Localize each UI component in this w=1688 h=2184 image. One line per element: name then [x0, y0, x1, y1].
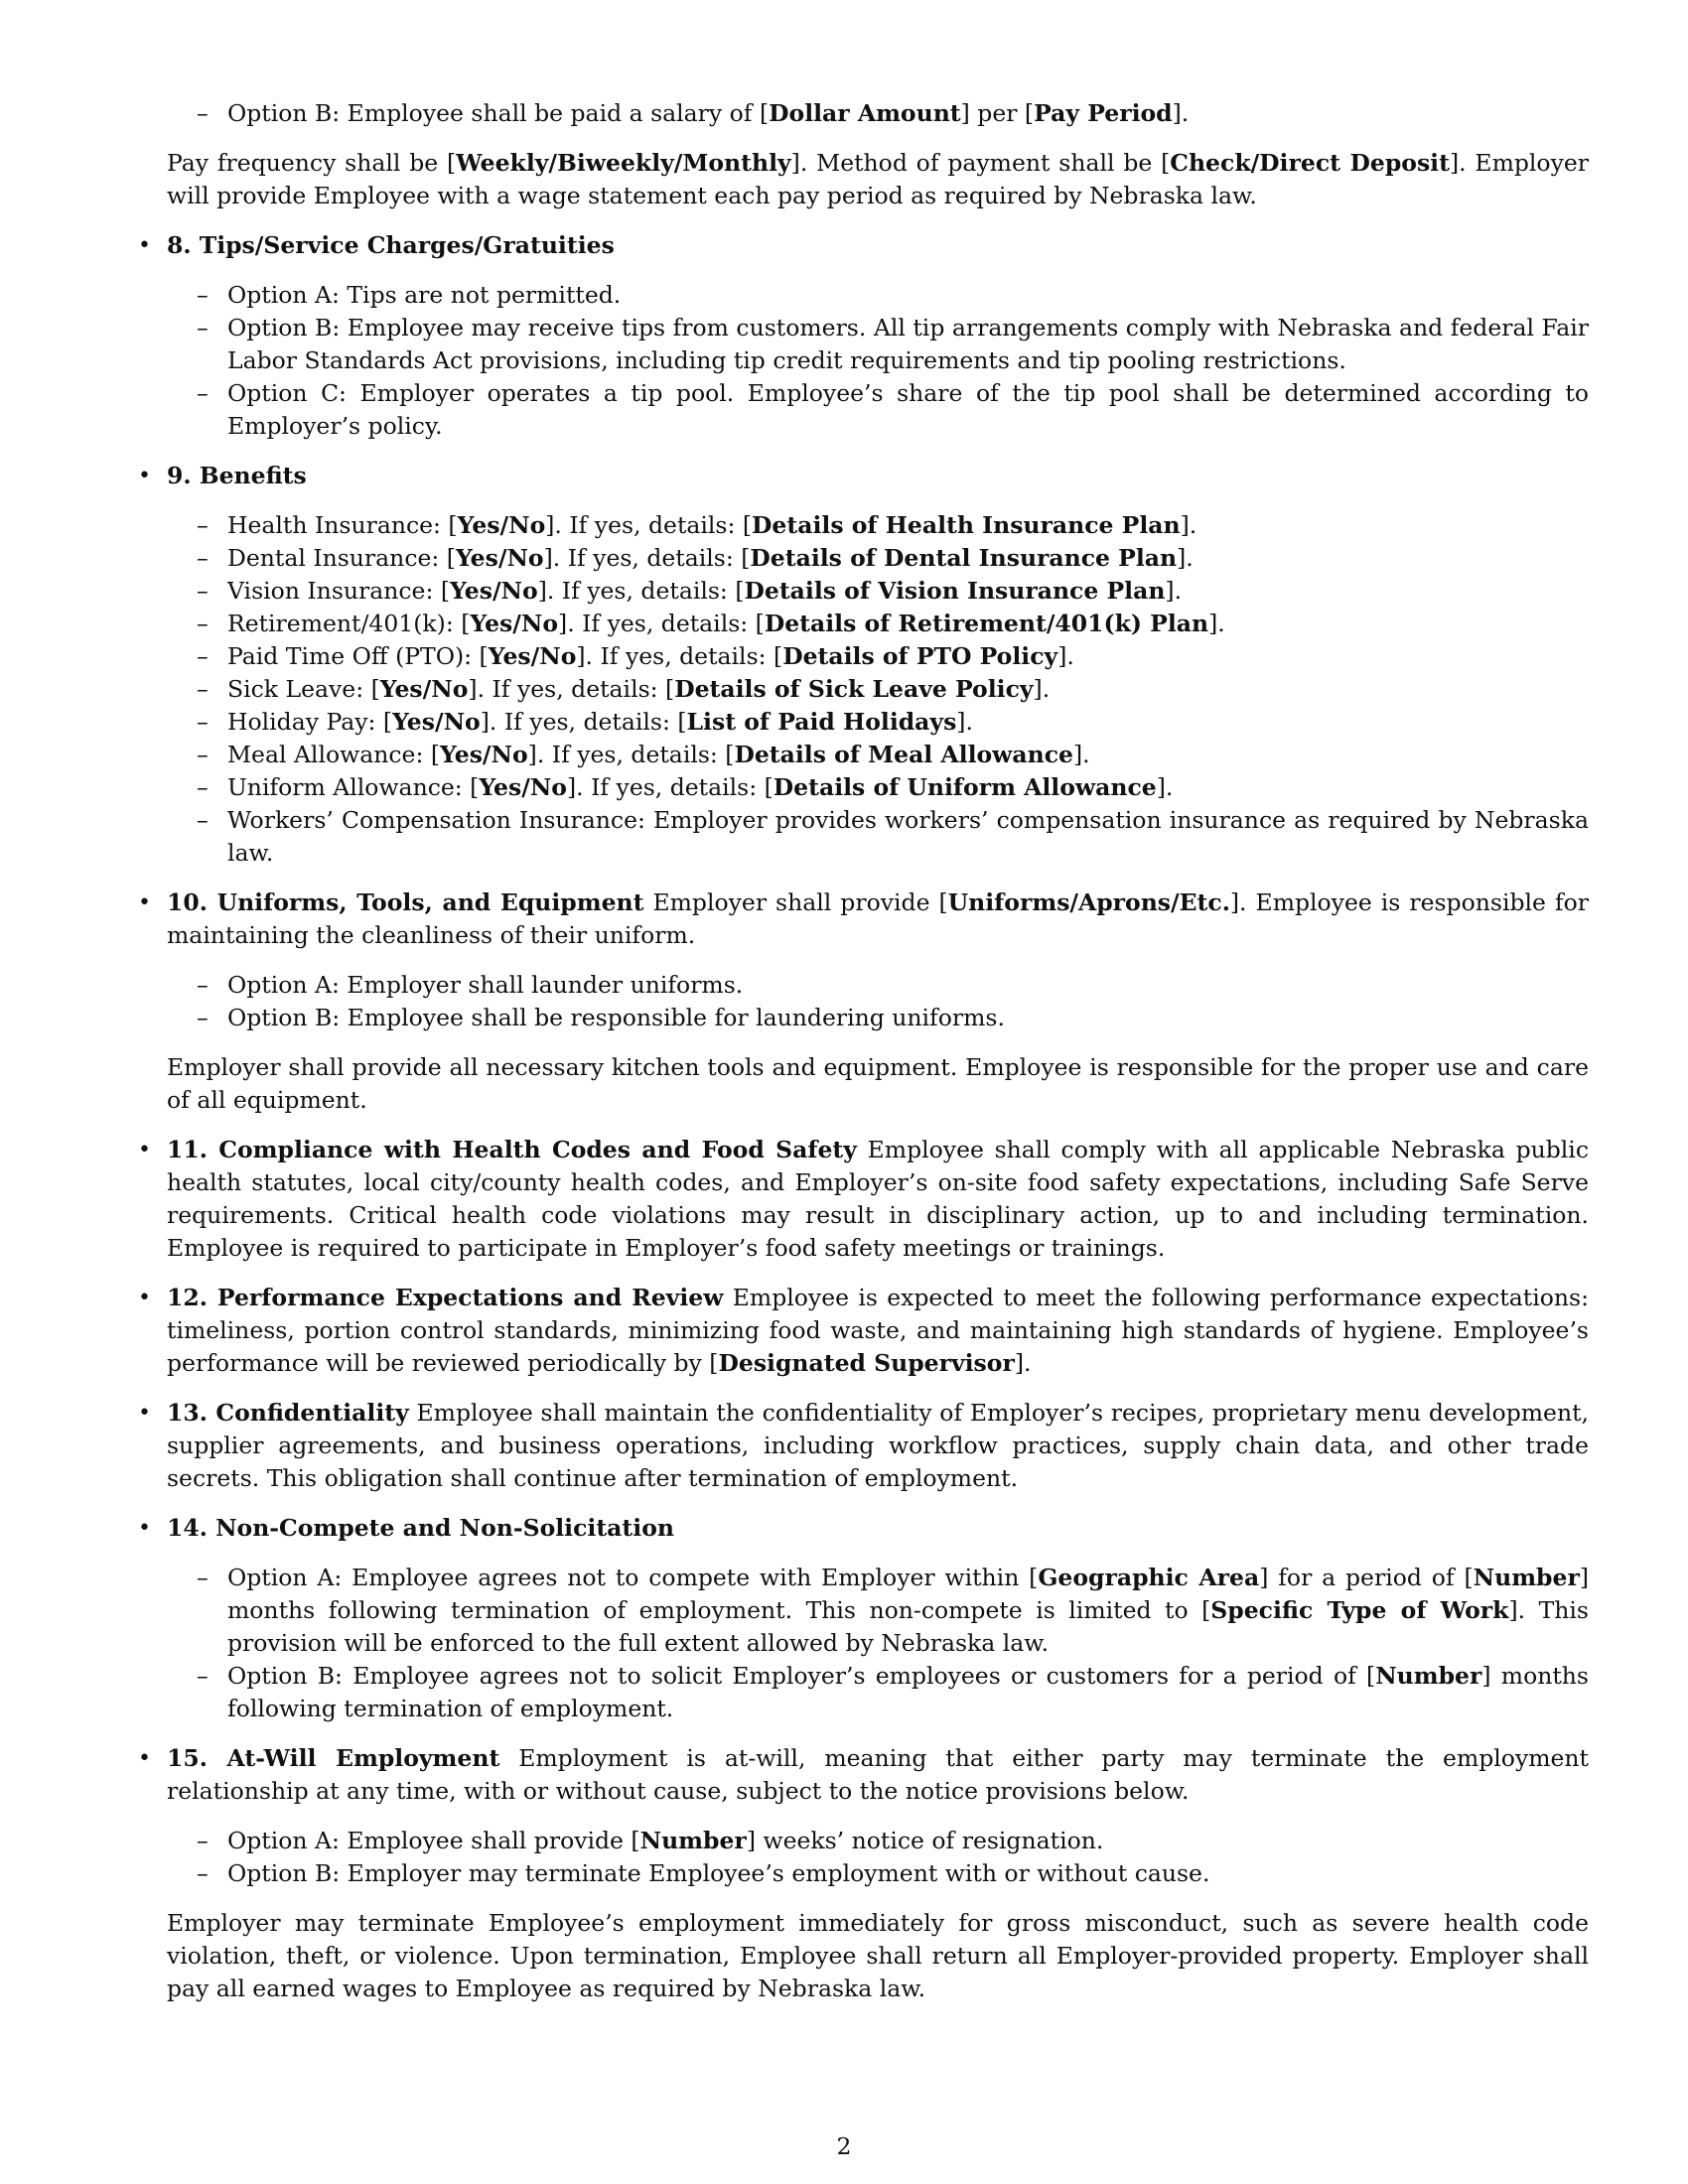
section-14: [167, 1512, 1589, 1725]
benefit-item: – Holiday Pay: [Yes/No]. If yes, details: [List of Paid Holidays].: [167, 706, 1589, 739]
benefit-item: – Health Insurance: [Yes/No]. If yes, details: [Details of Health Insurance Plan].: [167, 509, 1589, 542]
section-9: [167, 460, 1589, 870]
section-9-heading: 9. Benefits: [167, 462, 307, 489]
benefit-item: – Paid Time Off (PTO): [Yes/No]. If yes, details: [Details of PTO Policy].: [167, 640, 1589, 673]
workers-comp-item: – Workers’ Compensation Insurance: Employer provides workers’ compensation insurance as required by Nebraska law.: [167, 804, 1589, 870]
page-number: 2: [836, 2132, 852, 2160]
section-10-option: – Option B: Employee shall be responsible for laundering uniforms.: [167, 1002, 1589, 1034]
benefit-item: – Vision Insurance: [Yes/No]. If yes, details: [Details of Vision Insurance Plan].: [167, 575, 1589, 608]
section-10-after: Employer shall provide all necessary kitchen tools and equipment. Employee is responsible for the proper use and care of all equipment.: [167, 1053, 1589, 1114]
section-12-heading: 12. Performance Expectations and Review: [167, 1284, 724, 1311]
benefit-item: – Retirement/401(k): [Yes/No]. If yes, details: [Details of Retirement/401(k) Plan].: [167, 608, 1589, 640]
section-11-heading: 11. Compliance with Health Codes and Food Safety: [167, 1136, 857, 1163]
section-15-after: Employer may terminate Employee’s employment immediately for gross misconduct, such as severe health code violation, theft, or violence. Upon termination, Employee shall return all Employer-provided property. Employer shall pay all earned wages to Employee as required by Nebraska law.: [167, 1909, 1589, 2002]
section-10-options: [167, 969, 1589, 1034]
section-10-option: – Option A: Employer shall launder uniforms.: [167, 969, 1589, 1002]
benefit-item: – Uniform Allowance: [Yes/No]. If yes, details: [Details of Uniform Allowance].: [167, 771, 1589, 804]
section-8-heading: 8. Tips/Service Charges/Gratuities: [167, 231, 615, 259]
section-11: • 11. Compliance with Health Codes and Food Safety Employee shall comply with all applicable Nebraska public health statutes, local city/county health codes, and Employer’s on-site food safety expectations, including Safe Serve requirements. Critical health code violations may result in disciplinary action, up to and including termination. Employee is required to participate in Employer’s food safety meetings or trainings.: [167, 1134, 1589, 1265]
section-13-heading: 13. Confidentiality: [167, 1399, 409, 1427]
section-15: • 15. At-Will Employment Employment is at-will, meaning that either party may terminate the employment relationship at any time, with or without cause, subject to the notice provisions below. – Option A: Employee shall provide [Number] weeks’ notice of resignation. – Option B: Employer may terminate Employee’s employment with or without cause. Employer may terminate Employee’s employment immediately for gross misconduct, such as severe health code violation, theft, or violence. Upon termination, Employee shall return all Employer-provided property. Employer shall pay all earned wages to Employee as required by Nebraska law.: [167, 1742, 1589, 2005]
section-14-option-a: – Option A: Employee agrees not to compete with Employer within [Geographic Area] for a period of [Number] months following termination of employment. This non-compete is limited to [Specific Type of Work]. This provision will be enforced to the full extent allowed by Nebraska law.: [167, 1562, 1589, 1660]
section-15-option-a: – Option A: Employee shall provide [Number] weeks’ notice of resignation.: [167, 1825, 1589, 1857]
section-list: [167, 229, 1589, 2005]
benefit-item: – Meal Allowance: [Yes/No]. If yes, details: [Details of Meal Allowance].: [167, 739, 1589, 771]
section-8: [167, 229, 1589, 443]
section-12: • 12. Performance Expectations and Review Employee is expected to meet the following performance expectations: timeliness, portion control standards, minimizing food waste, and maintaining high standards of hygiene. Employee’s performance will be reviewed periodically by [Designated Supervisor].: [167, 1282, 1589, 1380]
section-8-option: – Option B: Employee may receive tips from customers. All tip arrangements comply with Nebraska and federal Fair Labor Standards Act provisions, including tip credit requirements and tip pooling restrictions.: [167, 312, 1589, 377]
section-8-options: [167, 279, 1589, 443]
page-content: [167, 97, 1589, 2022]
section-14-heading: 14. Non-Compete and Non-Solicitation: [167, 1514, 674, 1542]
section-15-option-b: – Option B: Employer may terminate Employee’s employment with or without cause.: [167, 1857, 1589, 1890]
section-14-options: [167, 1562, 1589, 1725]
pay-frequency-paragraph: Pay frequency shall be [Weekly/Biweekly/Monthly]. Method of payment shall be [Check/Direct Deposit]. Employer will provide Employee with a wage statement each pay period as required by Nebraska law.: [167, 149, 1589, 209]
section-8-option: – Option A: Tips are not permitted.: [167, 279, 1589, 312]
benefits-list: [167, 509, 1589, 870]
salary-option-list: [167, 97, 1589, 130]
section-15-heading: 15. At-Will Employment: [167, 1744, 500, 1772]
section-15-options: [167, 1825, 1589, 1890]
section-8-option: – Option C: Employer operates a tip pool. Employee’s share of the tip pool shall be determined according to Employer’s policy.: [167, 377, 1589, 443]
section-14-option-b: – Option B: Employee agrees not to solicit Employer’s employees or customers for a period of [Number] months following termination of employment.: [167, 1660, 1589, 1725]
section-10-heading: 10. Uniforms, Tools, and Equipment: [167, 888, 644, 916]
salary-option-b: – Option B: Employee shall be paid a salary of [Dollar Amount] per [Pay Period].: [167, 97, 1589, 130]
section-13: • 13. Confidentiality Employee shall maintain the confidentiality of Employer’s recipes, proprietary menu development, supplier agreements, and business operations, including workflow practices, supply chain data, and other trade secrets. This obligation shall continue after termination of employment.: [167, 1397, 1589, 1495]
benefit-item: – Dental Insurance: [Yes/No]. If yes, details: [Details of Dental Insurance Plan].: [167, 542, 1589, 575]
section-10: • 10. Uniforms, Tools, and Equipment Employer shall provide [Uniforms/Aprons/Etc.]. Employee is responsible for maintaining the cleanliness of their uniform. – Option A: Employer shall launder uniforms. – Option B: Employee shall be responsible for laundering uniforms. Employer shall provide all necessary kitchen tools and equipment. Employee is responsible for the proper use and care of all equipment.: [167, 887, 1589, 1117]
benefit-item: – Sick Leave: [Yes/No]. If yes, details: [Details of Sick Leave Policy].: [167, 673, 1589, 706]
